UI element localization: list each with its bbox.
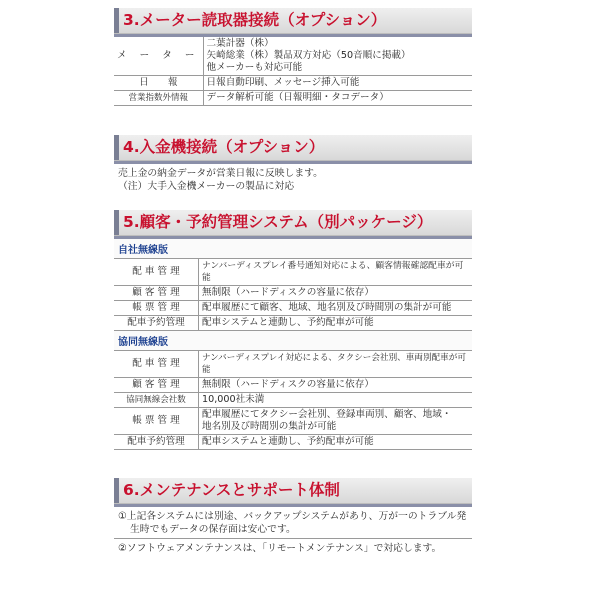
row-label: 顧 客 管 理 xyxy=(114,286,199,301)
own-radio-table xyxy=(114,259,472,331)
row-label: 協同無線会社数 xyxy=(114,393,199,408)
section-title: 4.入金機接続（オプション） xyxy=(114,135,472,160)
row-value: ナンバーディスプレイ番号通知対応による、顧客情報確認配車が可能 xyxy=(199,259,473,286)
section-customer-reservation xyxy=(114,210,472,450)
table-row xyxy=(114,286,472,301)
value-line: 他メーカーも対応可能 xyxy=(206,62,303,73)
row-label: 帳 票 管 理 xyxy=(114,408,199,435)
row-label: メ ー タ ー xyxy=(114,37,203,76)
section-maintenance-support xyxy=(114,478,472,557)
table-row xyxy=(114,37,472,76)
row-value: データ解析可能（日報明細・タコデータ） xyxy=(203,91,472,106)
value-line: 二葉計器（株） xyxy=(206,38,274,49)
row-label: 帳 票 管 理 xyxy=(114,301,199,316)
row-label: 配 車 管 理 xyxy=(114,351,199,378)
section-title: 3.メーター読取器接続（オプション） xyxy=(114,8,472,33)
row-label: 配 車 管 理 xyxy=(114,259,199,286)
table-row xyxy=(114,351,472,378)
table-row xyxy=(114,378,472,393)
meter-spec-table xyxy=(114,37,472,106)
row-value xyxy=(199,408,473,435)
table-row xyxy=(114,259,472,286)
row-value: 無制限（ハードディスクの容量に依存） xyxy=(199,378,473,393)
section-cash-machine xyxy=(114,135,472,195)
table-row xyxy=(114,393,472,408)
section-title: 5.顧客・予約管理システム（別パッケージ） xyxy=(114,210,472,235)
table-row xyxy=(114,76,472,91)
shared-radio-table xyxy=(114,351,472,450)
row-value: ナンバーディスプレイ対応による、タクシー会社別、車両別配車が可能 xyxy=(199,351,473,378)
value-line: 地名別及び時間別の集計が可能 xyxy=(202,421,337,432)
table-row xyxy=(114,408,472,435)
row-value: 配車システムと連動し、予約配車が可能 xyxy=(199,316,473,331)
row-label: 顧 客 管 理 xyxy=(114,378,199,393)
value-line: 矢崎総業（株）製品双方対応（50音順に掲載） xyxy=(206,50,411,61)
section-meter-reader xyxy=(114,8,472,106)
table-row xyxy=(114,91,472,106)
group-heading-own-radio: 自社無線版 xyxy=(114,239,472,259)
row-value: 配車履歴にて顧客、地域、地名別及び時間別の集計が可能 xyxy=(199,301,473,316)
support-item: ①上記各システムには別途、バックアップシステムがあり、万が一のトラブル発生時でもデータの保存面は安心です。 xyxy=(114,507,472,539)
table-row xyxy=(114,316,472,331)
group-heading-shared-radio: 協同無線版 xyxy=(114,331,472,351)
row-label: 営業指数外情報 xyxy=(114,91,203,106)
section-title: 6.メンテナンスとサポート体制 xyxy=(114,478,472,503)
support-item: ②ソフトウェアメンテナンスは、「リモートメンテナンス」で対応します。 xyxy=(118,543,442,554)
row-value: 無制限（ハードディスクの容量に依存） xyxy=(199,286,473,301)
text-line: 売上金の納金データが営業日報に反映します。 xyxy=(118,168,323,179)
row-label: 配車予約管理 xyxy=(114,435,199,450)
row-value: 配車システムと連動し、予約配車が可能 xyxy=(199,435,473,450)
row-label: 日 報 xyxy=(114,76,203,91)
section-text xyxy=(114,164,472,195)
row-value: 日報自動印刷、メッセージ挿入可能 xyxy=(203,76,472,91)
text-line: （注）大手入金機メーカーの製品に対応 xyxy=(118,181,295,192)
table-row xyxy=(114,435,472,450)
row-value xyxy=(203,37,472,76)
value-line: 配車履歴にてタクシー会社別、登録車両別、顧客、地域・ xyxy=(202,409,452,420)
table-row xyxy=(114,301,472,316)
row-value: 10,000社未満 xyxy=(199,393,473,408)
row-label: 配車予約管理 xyxy=(114,316,199,331)
